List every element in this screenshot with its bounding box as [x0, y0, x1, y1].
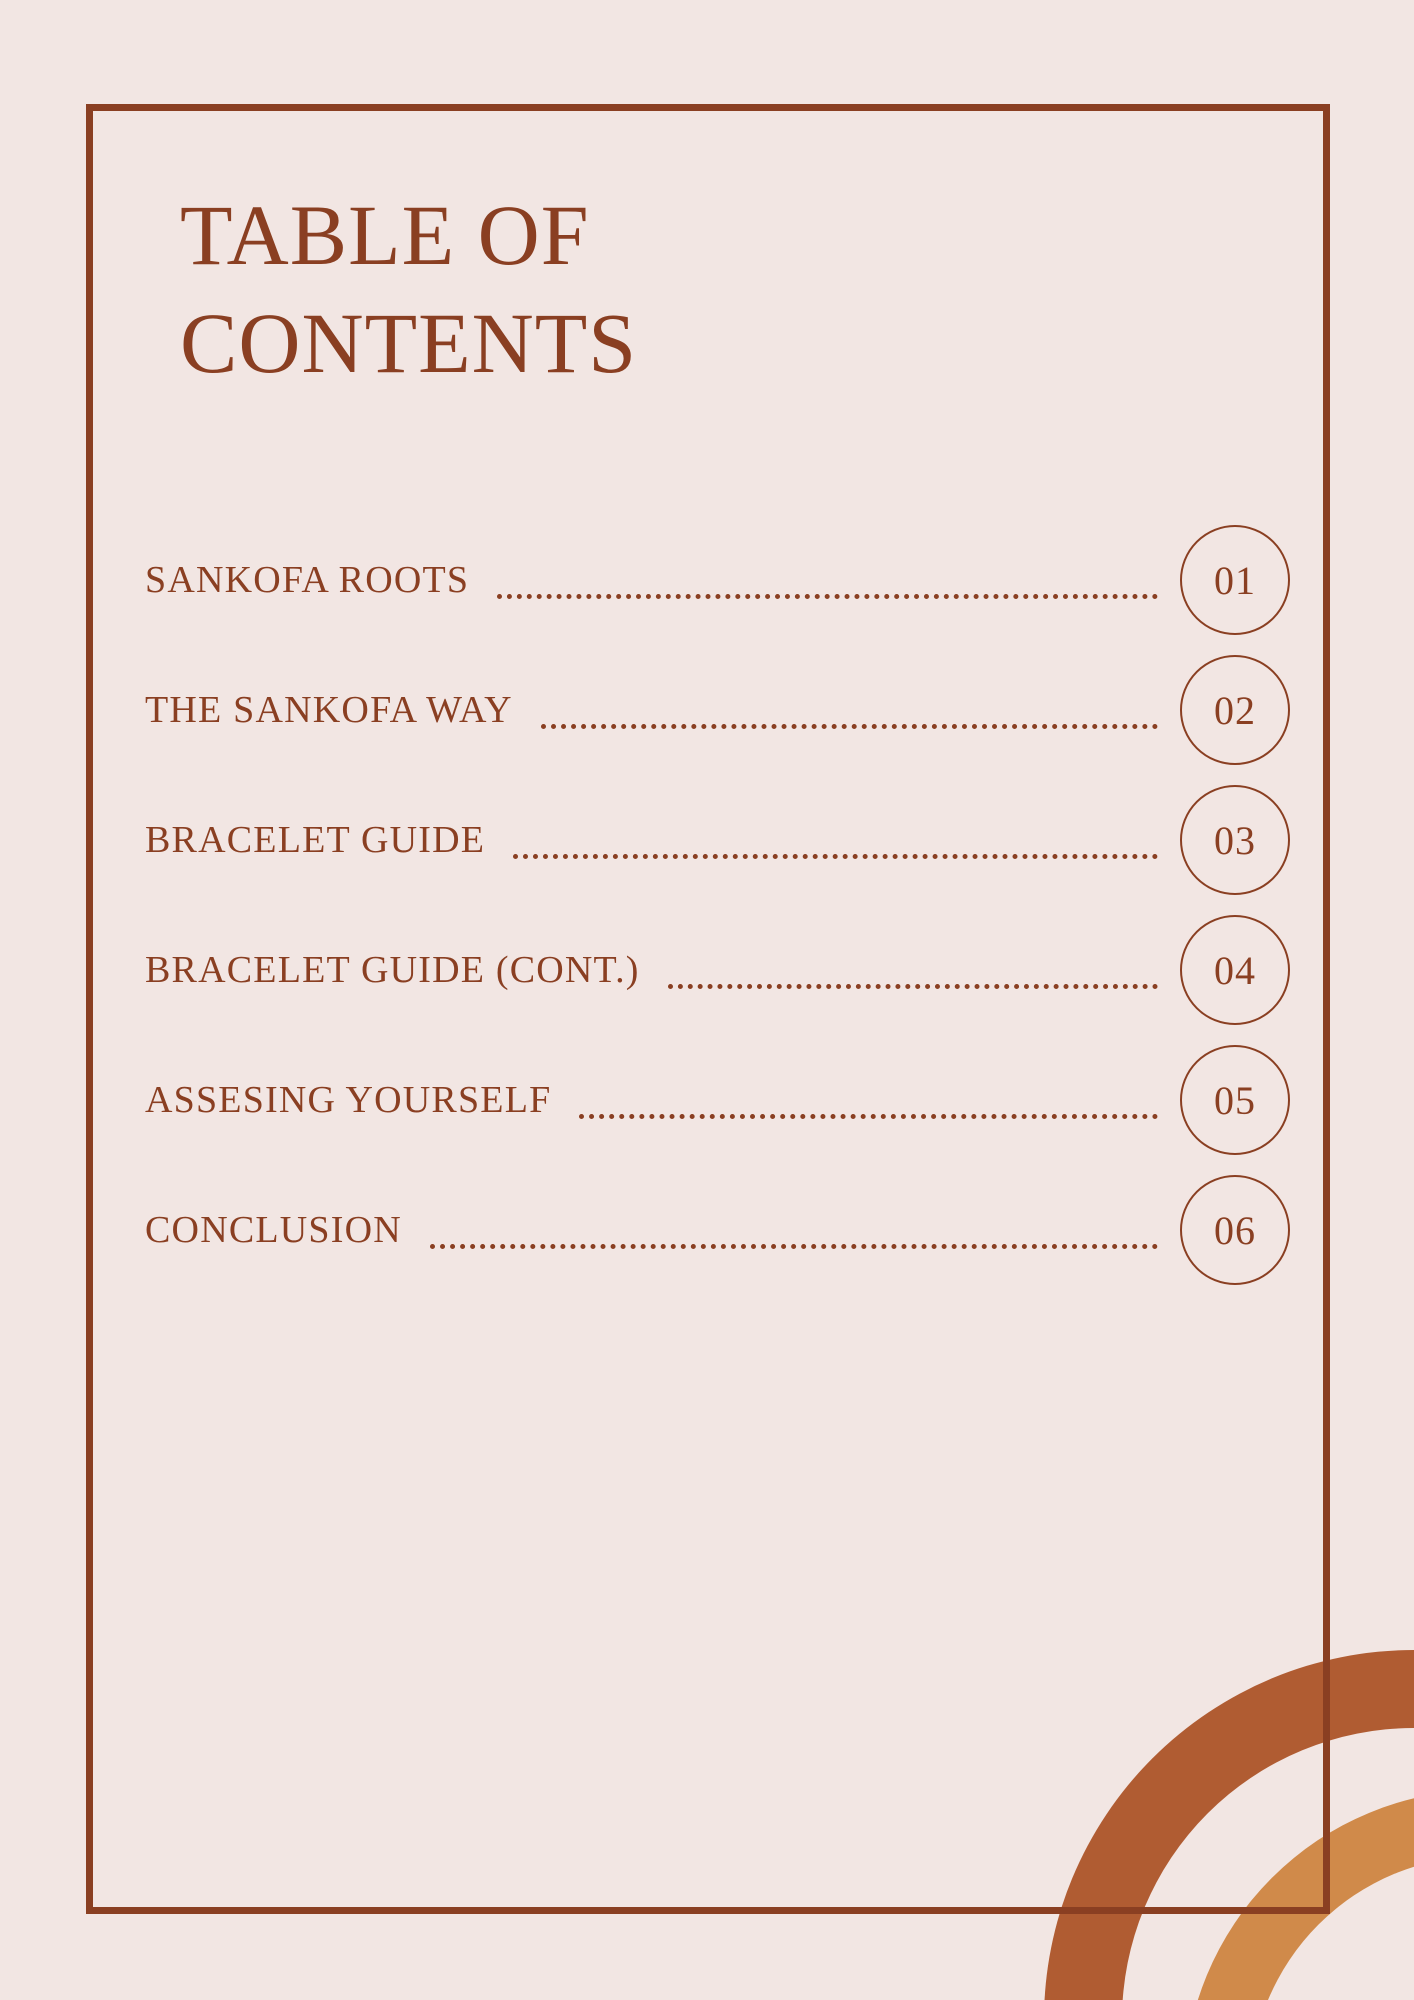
toc-entry-label: ASSESING YOURSELF	[145, 1079, 552, 1121]
toc-leader-dots	[541, 704, 1158, 729]
toc-entry-number: 02	[1180, 655, 1290, 765]
toc-entry-label: THE SANKOFA WAY	[145, 689, 513, 731]
toc-entry-number: 05	[1180, 1045, 1290, 1155]
list-item[interactable]	[145, 1165, 1290, 1295]
toc-entry-number: 04	[1180, 915, 1290, 1025]
toc-leader-dots	[497, 574, 1158, 599]
page-content	[140, 160, 1290, 1295]
table-of-contents-list	[140, 515, 1290, 1295]
list-item[interactable]	[145, 515, 1290, 645]
toc-entry-label: SANKOFA ROOTS	[145, 559, 470, 601]
list-item[interactable]	[145, 1035, 1290, 1165]
toc-entry-number: 06	[1180, 1175, 1290, 1285]
list-item[interactable]	[145, 645, 1290, 775]
toc-entry-label: BRACELET GUIDE	[145, 819, 486, 861]
page-title: TABLE OF CONTENTS	[180, 187, 638, 391]
toc-leader-dots	[579, 1094, 1158, 1119]
toc-entry-label: BRACELET GUIDE (CONT.)	[145, 949, 640, 991]
toc-leader-dots	[513, 834, 1158, 859]
toc-leader-dots	[668, 964, 1158, 989]
toc-entry-label: CONCLUSION	[145, 1209, 402, 1251]
toc-entry-number: 03	[1180, 785, 1290, 895]
toc-entry-number: 01	[1180, 525, 1290, 635]
toc-leader-dots	[430, 1224, 1158, 1249]
list-item[interactable]	[145, 905, 1290, 1035]
list-item[interactable]	[145, 775, 1290, 905]
